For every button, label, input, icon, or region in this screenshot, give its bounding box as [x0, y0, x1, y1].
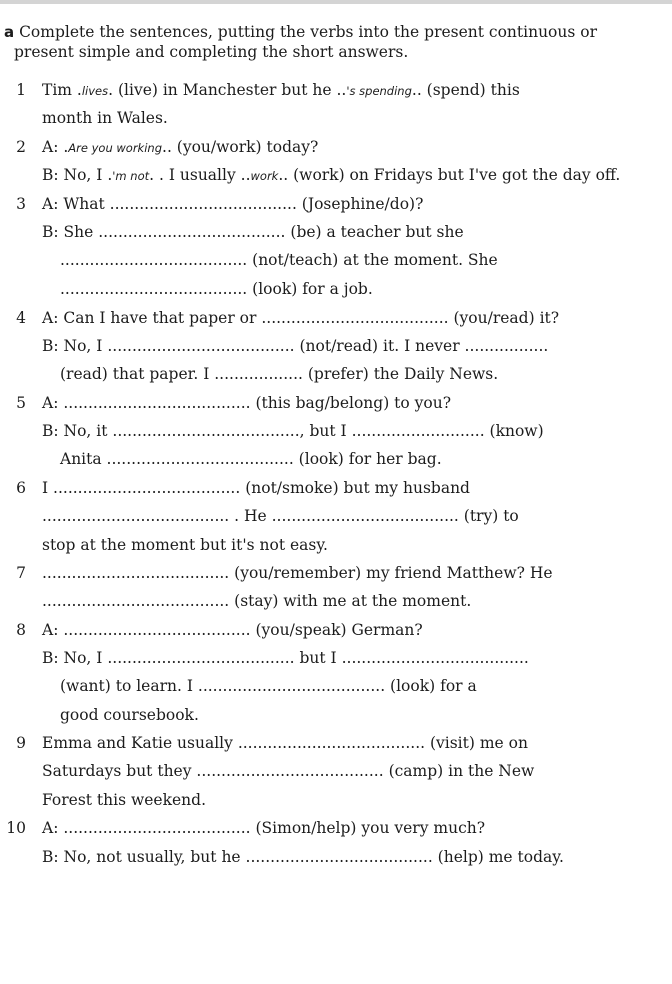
sentence-text: ...................................... . He ...................................... (try) to — [42, 507, 519, 525]
handwritten-answer: 's spending — [346, 84, 412, 98]
handwritten-answer: work — [250, 169, 279, 183]
sentence-text: .. (you/work) today? — [162, 138, 319, 156]
line-text — [42, 590, 471, 612]
sentence-text: ...................................... (look) for a job. — [60, 280, 373, 298]
item-number: 9 — [16, 734, 26, 752]
item-number: 8 — [16, 621, 26, 639]
line-text — [42, 392, 451, 414]
item-number: 10 — [6, 819, 26, 837]
item-number: 3 — [16, 195, 26, 213]
line-text — [42, 732, 528, 754]
line-text — [60, 249, 498, 271]
sentence-text: Emma and Katie usually ...................................... (visit) me on — [42, 734, 528, 752]
handwritten-answer: 'm not — [112, 169, 150, 183]
line-text — [42, 420, 544, 442]
line-text — [42, 562, 553, 584]
sentence-text: (want) to learn. I ...................................... (look) for a — [60, 677, 477, 695]
sentence-text: A: What ...................................... (Josephine/do)? — [42, 195, 424, 213]
sentence-text: B: No, it ......................................, but I ........................... (know) — [42, 422, 544, 440]
line-text — [42, 79, 520, 102]
sentence-text: A: ...................................... (you/speak) German? — [42, 621, 423, 639]
sentence-text: B: No, I ...................................... but I ...................................... — [42, 649, 529, 667]
line-text — [42, 335, 548, 357]
sentence-text: Tim . — [42, 81, 82, 99]
sentence-text: . (live) in Manchester but he .. — [108, 81, 347, 99]
line-text — [42, 307, 559, 329]
item-number: 2 — [16, 138, 26, 156]
sentence-text: ...................................... (stay) with me at the moment. — [42, 592, 472, 610]
line-text — [60, 675, 477, 697]
item-number: 4 — [16, 309, 26, 327]
instruction-line-2: present simple and completing the short answers. — [14, 43, 409, 61]
sentence-text: B: No, I . — [42, 166, 113, 184]
handwritten-answer: lives — [81, 84, 109, 98]
item-number: 6 — [16, 479, 26, 497]
item-number: 5 — [16, 394, 26, 412]
line-text — [42, 846, 564, 868]
line-text — [42, 107, 168, 129]
line-text — [60, 704, 199, 726]
sentence-text: A: Can I have that paper or ...................................... (you/read) it? — [42, 309, 560, 327]
sentence-text: month in Wales. — [42, 109, 168, 127]
sentence-text: . . I usually .. — [149, 166, 251, 184]
exercise-letter: a — [4, 23, 15, 41]
sentence-text: .. (work) on Fridays but I've got the day off. — [278, 166, 621, 184]
line-text — [60, 363, 498, 385]
sentence-text: ...................................... (not/teach) at the moment. She — [60, 251, 498, 269]
line-text — [42, 221, 464, 243]
item-number: 1 — [16, 81, 26, 99]
item-number: 7 — [16, 564, 26, 582]
line-text — [42, 817, 485, 839]
line-text — [42, 760, 534, 782]
line-text — [42, 647, 529, 669]
line-text — [60, 448, 442, 470]
sentence-text: ...................................... (you/remember) my friend Matthew? He — [42, 564, 553, 582]
sentence-text: A: ...................................... (Simon/help) you very much? — [42, 819, 486, 837]
sentence-text: .. (spend) this — [411, 81, 520, 99]
handwritten-answer: Are you working — [68, 141, 163, 155]
line-text — [42, 534, 328, 556]
sentence-text: B: No, not usually, but he ...................................... (help) me today. — [42, 848, 564, 866]
sentence-text: Saturdays but they ...................................... (camp) in the New — [42, 762, 535, 780]
line-text — [42, 789, 206, 811]
sentence-text: Anita ...................................... (look) for her bag. — [60, 450, 442, 468]
line-text — [42, 505, 519, 527]
sentence-text: Forest this weekend. — [42, 791, 206, 809]
line-text — [42, 164, 620, 187]
line-text — [60, 278, 373, 300]
sentence-text: (read) that paper. I .................. (prefer) the Daily News. — [60, 365, 499, 383]
sentence-text: I ...................................... (not/smoke) but my husband — [42, 479, 470, 497]
sentence-text: B: No, I ...................................... (not/read) it. I never ................. — [42, 337, 549, 355]
line-text — [42, 193, 423, 215]
instruction-line-1: Complete the sentences, putting the verbs into the present continuous or — [19, 23, 597, 41]
sentence-text: good coursebook. — [60, 706, 199, 724]
line-text — [42, 619, 423, 641]
sentence-text: A: ...................................... (this bag/belong) to you? — [42, 394, 452, 412]
line-text — [42, 477, 470, 499]
line-text — [42, 136, 318, 159]
sentence-text: stop at the moment but it's not easy. — [42, 536, 328, 554]
sentence-text: B: She ...................................... (be) a teacher but she — [42, 223, 464, 241]
sentence-text: A: . — [42, 138, 69, 156]
